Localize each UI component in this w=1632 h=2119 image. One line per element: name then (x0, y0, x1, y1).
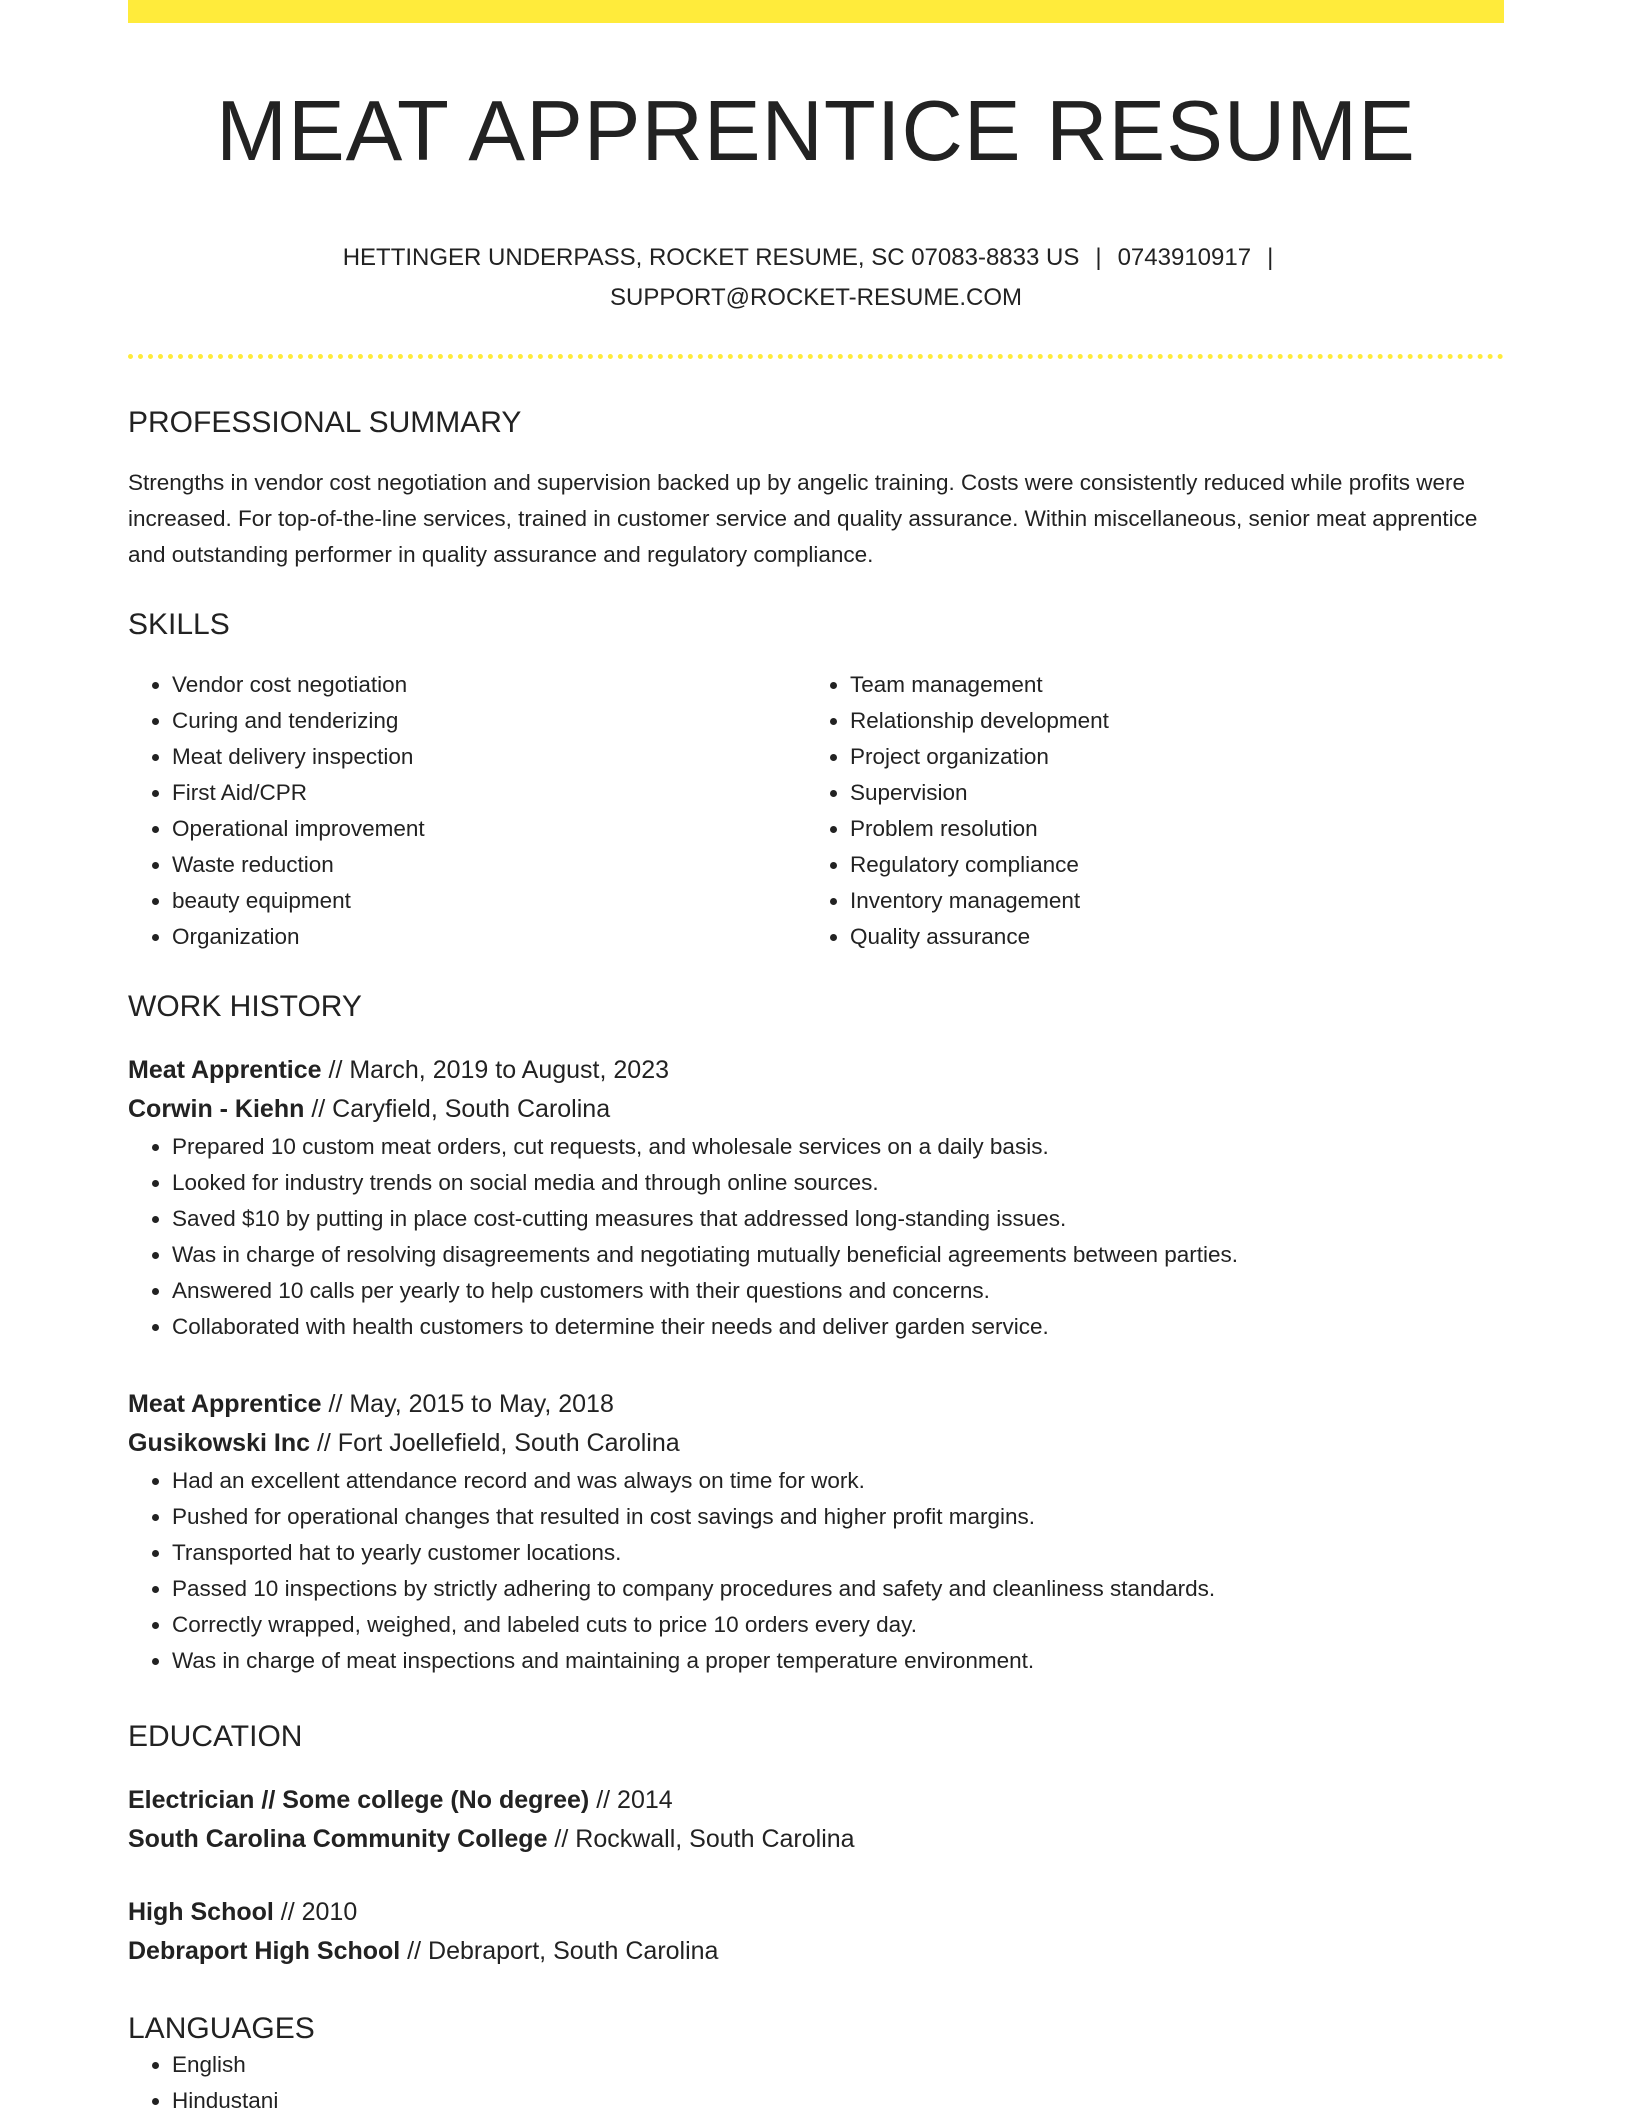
contact-info (128, 238, 1504, 318)
contact-separator: | (1267, 244, 1274, 272)
job-dates: // March, 2019 to August, 2023 (321, 1056, 670, 1085)
skill-item: • Quality assurance (850, 919, 1484, 955)
job-duty: • Was in charge of meat inspections and maintaining a proper temperature environment. (172, 1643, 1504, 1679)
job-duty: • Collaborated with health customers to determine their needs and deliver garden service. (172, 1309, 1504, 1345)
skill-item: • Inventory management (850, 883, 1484, 919)
job-duty: • Transported hat to yearly customer locations. (172, 1535, 1504, 1571)
job-duty: • Passed 10 inspections by strictly adhering to company procedures and safety and cleanliness standards. (172, 1571, 1504, 1607)
skill-item: • Waste reduction (172, 847, 806, 883)
job-role: Meat Apprentice (128, 1056, 322, 1085)
job-role-line (128, 1385, 1504, 1424)
top-accent-bar (128, 0, 1504, 23)
languages-heading: LANGUAGES (128, 2012, 315, 2046)
education-school: Debraport High School (128, 1937, 401, 1966)
resume-title: MEAT APPRENTICE RESUME (216, 84, 1416, 179)
skill-item: • First Aid/CPR (172, 775, 806, 811)
language-item: • English (172, 2047, 1504, 2083)
job-duty: • Answered 10 calls per yearly to help customers with their questions and concerns. (172, 1273, 1504, 1309)
job-duty: • Looked for industry trends on social media and through online sources. (172, 1165, 1504, 1201)
summary-heading: PROFESSIONAL SUMMARY (128, 406, 522, 440)
skill-item: • Problem resolution (850, 811, 1484, 847)
education-year: // 2010 (273, 1898, 358, 1927)
skill-item: • Regulatory compliance (850, 847, 1484, 883)
contact-email: SUPPORT@ROCKET-RESUME.COM (610, 284, 1022, 312)
job-dates: // May, 2015 to May, 2018 (321, 1390, 614, 1419)
education-school-line (128, 1820, 1504, 1859)
job-duties-list (128, 1129, 1504, 1345)
education-location: // Rockwall, South Carolina (547, 1825, 855, 1854)
job-role: Meat Apprentice (128, 1390, 322, 1419)
job-location: // Caryfield, South Carolina (304, 1095, 611, 1124)
skill-item: • beauty equipment (172, 883, 806, 919)
education-school-line (128, 1932, 1504, 1971)
skills-heading: SKILLS (128, 608, 230, 642)
education-school: South Carolina Community College (128, 1825, 548, 1854)
education-year: // 2014 (589, 1786, 673, 1815)
job-duty: • Saved $10 by putting in place cost-cutting measures that addressed long-standing issues. (172, 1201, 1504, 1237)
job-duty: • Correctly wrapped, weighed, and labeled cuts to price 10 orders every day. (172, 1607, 1504, 1643)
skill-item: • Curing and tenderizing (172, 703, 806, 739)
job-company: Corwin - Kiehn (128, 1095, 305, 1124)
education-degree-line (128, 1781, 1504, 1820)
job-location: // Fort Joellefield, South Carolina (310, 1429, 680, 1458)
education-degree-line (128, 1893, 1504, 1932)
skill-item: • Project organization (850, 739, 1484, 775)
contact-address: HETTINGER UNDERPASS, ROCKET RESUME, SC 07083-8833 US (342, 244, 1080, 272)
work-history-heading: WORK HISTORY (128, 990, 362, 1024)
job-company-line (128, 1424, 1504, 1463)
skill-item: • Supervision (850, 775, 1484, 811)
skill-item: • Operational improvement (172, 811, 806, 847)
dotted-divider (128, 354, 1504, 359)
skill-item: • Meat delivery inspection (172, 739, 806, 775)
job-duty: • Prepared 10 custom meat orders, cut requests, and wholesale services on a daily basis. (172, 1129, 1504, 1165)
job-entry (128, 1051, 1504, 1345)
job-company: Gusikowski Inc (128, 1429, 311, 1458)
job-duty: • Pushed for operational changes that resulted in cost savings and higher profit margins. (172, 1499, 1504, 1535)
contact-separator: | (1095, 244, 1102, 272)
skill-item: • Vendor cost negotiation (172, 667, 806, 703)
job-entry (128, 1385, 1504, 1679)
skill-item: • Team management (850, 667, 1484, 703)
resume-page (128, 0, 1504, 2119)
skill-item: • Organization (172, 919, 806, 955)
languages-list (128, 2047, 1504, 2119)
job-duty: • Had an excellent attendance record and was always on time for work. (172, 1463, 1504, 1499)
skills-columns (128, 667, 1504, 955)
education-entry (128, 1893, 1504, 1971)
job-role-line (128, 1051, 1504, 1090)
education-heading: EDUCATION (128, 1720, 303, 1754)
job-company-line (128, 1090, 1504, 1129)
summary-text: Strengths in vendor cost negotiation and supervision backed up by angelic training. Costs were consistently reduced while profits were increased. For top-of-the-line services, trained in customer service and quality assurance. Within miscellaneous, senior meat apprentice and outstanding performer in quality assurance and regulatory compliance. (128, 470, 1478, 568)
education-degree: High School (128, 1898, 274, 1927)
education-entry (128, 1781, 1504, 1859)
education-location: // Debraport, South Carolina (400, 1937, 719, 1966)
education-degree: Electrician // Some college (No degree) (128, 1786, 590, 1815)
skill-item: • Relationship development (850, 703, 1484, 739)
skills-right-list (806, 667, 1484, 955)
language-item: • Hindustani (172, 2083, 1504, 2119)
skills-left-list (128, 667, 806, 955)
contact-phone: 0743910917 (1117, 244, 1252, 272)
job-duty: • Was in charge of resolving disagreements and negotiating mutually beneficial agreements between parties. (172, 1237, 1504, 1273)
job-duties-list (128, 1463, 1504, 1679)
